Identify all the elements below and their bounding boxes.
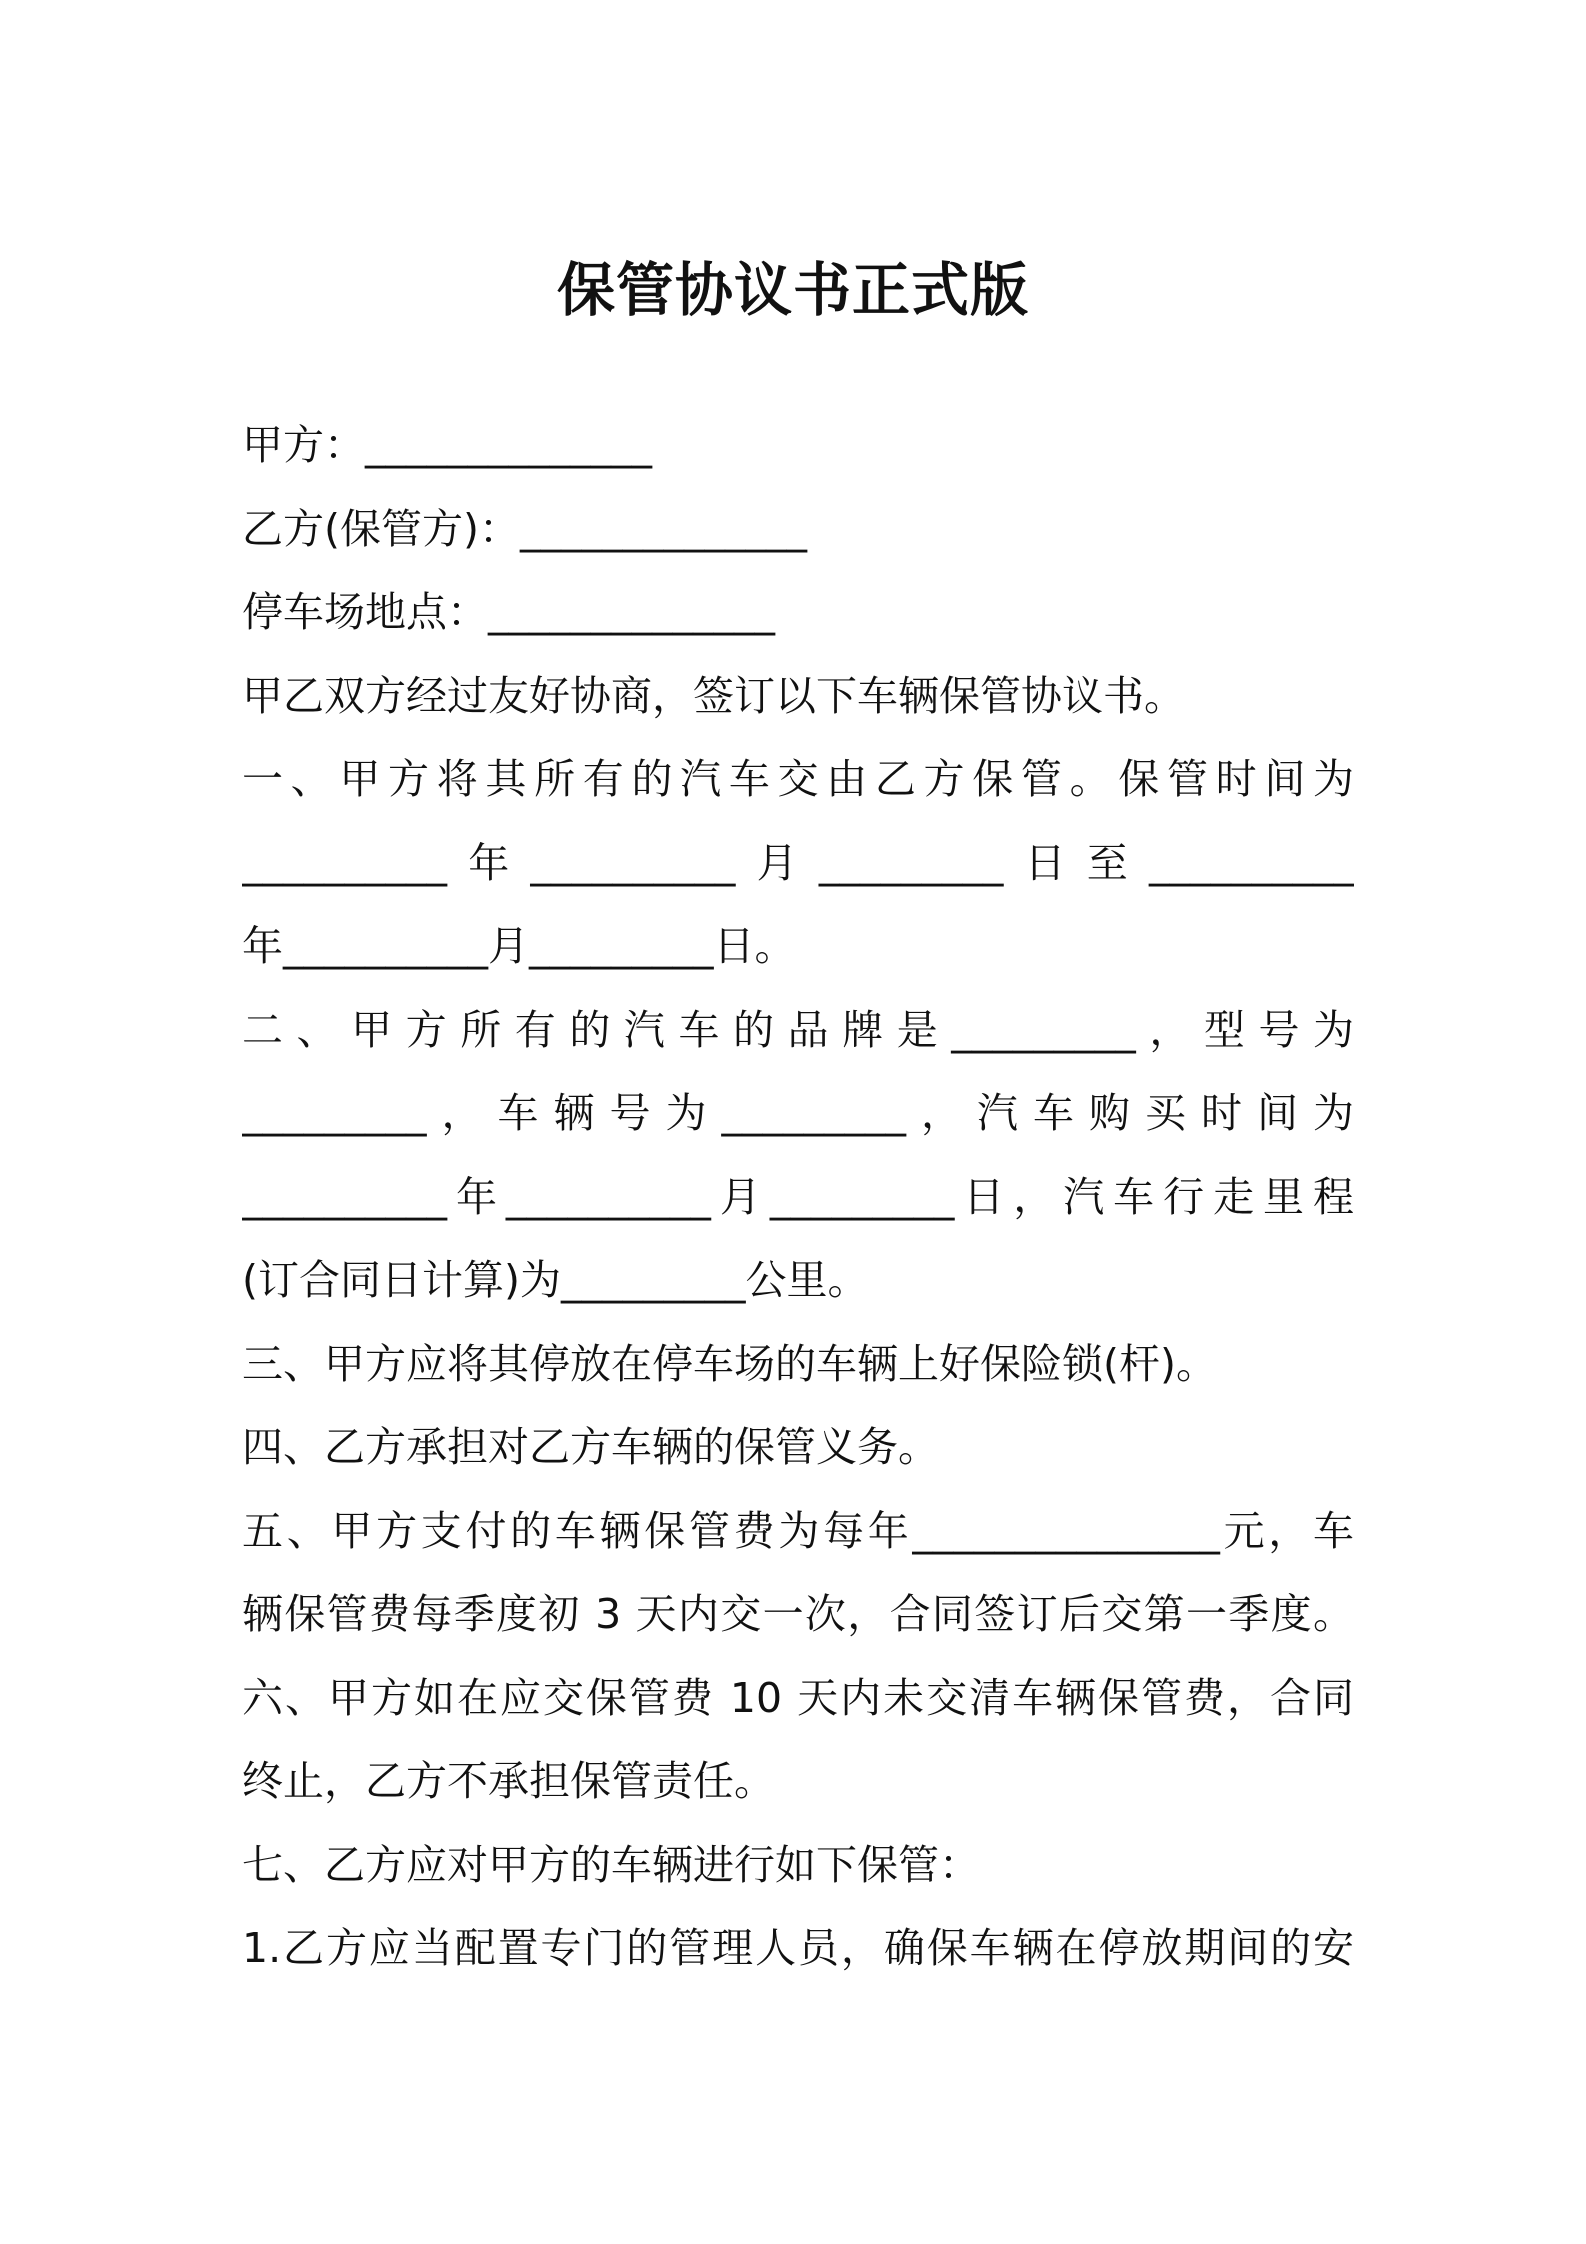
clause-7-item-1-line-1: 1.乙方应当配置专门的管理人员，确保车辆在停放期间的安 [242,1924,1354,1972]
clause-2-line-4: (订合同日计算)为_________公里。 [242,1256,869,1304]
party-a-line: 甲方：______________ [242,421,652,469]
clause-1-line-3: 年__________月_________日。 [242,922,796,970]
clause-1-line-1: 一、甲方将其所有的汽车交由乙方保管。保管时间为 [242,755,1354,803]
document-title: 保管协议书正式版 [556,256,1029,324]
clause-2-line-3: __________年__________月_________日，汽车行走里程 [242,1172,1354,1221]
parking-location-line: 停车场地点：______________ [242,588,775,636]
document-body [242,404,1354,1991]
clause-1-line-2: __________年__________月_________日至__________ [242,838,1354,887]
clause-2-line-2: _________，车辆号为_________，汽车购买时间为 [242,1089,1354,1137]
clause-6-line-1: 六、甲方如在应交保管费 10 天内未交清车辆保管费，合同 [242,1673,1354,1722]
clause-5-line-2: 辆保管费每季度初 3 天内交一次，合同签订后交第一季度。 [242,1590,1354,1638]
clause-3-line-1: 三、甲方应将其停放在停车场的车辆上好保险锁(杆)。 [242,1339,1217,1388]
clause-2-line-1: 二、甲方所有的汽车的品牌是_________，型号为 [242,1005,1354,1054]
clause-7-line-1: 七、乙方应对甲方的车辆进行如下保管： [242,1840,980,1889]
party-b-line: 乙方(保管方)：______________ [242,504,807,553]
clause-4-line-1: 四、乙方承担对乙方车辆的保管义务。 [242,1423,939,1471]
preamble-line: 甲乙双方经过友好协商，签订以下车辆保管协议书。 [242,671,1185,720]
clause-5-line-1: 五、甲方支付的车辆保管费为每年_______________元，车 [242,1506,1354,1555]
clause-6-line-2: 终止，乙方不承担保管责任。 [242,1757,775,1805]
